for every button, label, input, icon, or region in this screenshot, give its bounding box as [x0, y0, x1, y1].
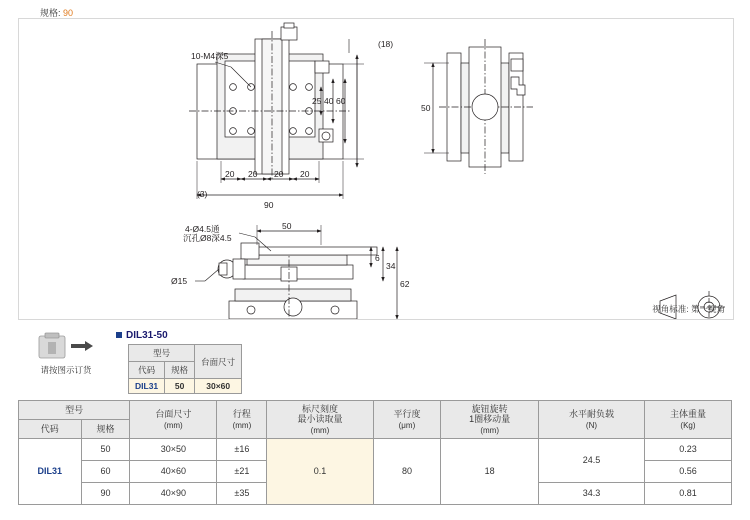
technical-drawing-panel [18, 18, 734, 320]
dim-6-label: 6 [375, 253, 380, 263]
th-weight [644, 401, 731, 439]
cell-stroke: ±35 [217, 483, 267, 505]
th-scale-unit: (mm) [310, 425, 330, 435]
front-dim-50-label: 50 [282, 221, 292, 231]
th-scale-text2: 最小读取量 [297, 414, 343, 425]
order-header-spec: 规格 [165, 362, 195, 379]
th-knob-text2: 1圈移动量 [469, 414, 511, 425]
dim-20-c-label: 20 [274, 169, 284, 179]
order-value-table-size: 30×60 [195, 379, 242, 394]
th-scale-text: 标尺刻度 [301, 403, 338, 414]
order-value-code: DIL31 [129, 379, 165, 394]
th-parallel-unit: (μm) [398, 420, 416, 430]
th-weight-text: 主体重量 [669, 409, 706, 420]
th-stroke-text: 行程 [232, 409, 251, 420]
cell-scale: 0.1 [267, 439, 373, 505]
th-code: 代码 [19, 420, 82, 439]
spec-label-value: 90 [63, 8, 74, 18]
cell-knob: 18 [441, 439, 539, 505]
table-row [19, 439, 732, 461]
th-stroke [217, 401, 267, 439]
dim-25-label: 25 [312, 96, 322, 106]
cell-spec: 60 [81, 461, 130, 483]
th-knob-unit: (mm) [480, 425, 499, 435]
th-load [538, 401, 644, 439]
drawing-svg [19, 19, 733, 319]
cell-table-size: 40×60 [130, 461, 217, 483]
dim-60-label: 60 [336, 96, 346, 106]
cell-load: 24.5 [538, 439, 644, 483]
cell-load: 34.3 [538, 483, 644, 505]
callout-counterbore-label: 沉孔Ø8深4.5 [183, 233, 232, 243]
order-example-section [18, 330, 732, 392]
order-header-model: 型号 [129, 345, 195, 362]
callout-tap-label: 10-M4深5 [191, 51, 229, 61]
order-title-text: DIL31-50 [126, 330, 168, 341]
cell-spec: 90 [81, 483, 130, 505]
cell-code: DIL31 [19, 439, 82, 505]
order-icon-group [24, 332, 108, 376]
dim-d15-label: Ø15 [171, 276, 188, 286]
cell-spec: 50 [81, 439, 130, 461]
cell-stroke: ±21 [217, 461, 267, 483]
dim-20-b-label: 20 [248, 169, 258, 179]
cell-stroke: ±16 [217, 439, 267, 461]
cell-table-size: 30×50 [130, 439, 217, 461]
dim-20-a-label: 20 [225, 169, 235, 179]
th-stroke-unit: (mm) [232, 420, 252, 430]
th-table-size-unit: (mm) [164, 420, 183, 430]
th-weight-unit: (Kg) [680, 420, 696, 430]
product-photo-icon [37, 332, 95, 360]
dim-62-label: 62 [400, 279, 410, 289]
callout-hole-label: 4-Ø4.5通 [185, 224, 220, 234]
th-model: 型号 [19, 401, 130, 420]
cell-weight: 0.81 [644, 483, 731, 505]
dim-20-d-label: 20 [300, 169, 310, 179]
order-caption: 请按图示订货 [40, 365, 92, 375]
projection-note: 视角标准: 第一视角 [652, 304, 725, 314]
dim-3-label: (3) [197, 189, 208, 199]
dim-90-label: 90 [264, 200, 274, 210]
cell-weight: 0.23 [644, 439, 731, 461]
dim-18-label: (18) [378, 39, 394, 49]
order-value-spec: 50 [165, 379, 195, 394]
th-knob-text: 旋钮旋转 [471, 403, 508, 414]
order-title-marker [116, 332, 122, 338]
th-table-size [130, 401, 217, 439]
th-load-text: 水平耐负载 [568, 409, 614, 420]
th-load-unit: (N) [585, 420, 598, 430]
th-scale [267, 401, 373, 439]
dim-34-label: 34 [386, 261, 396, 271]
order-header-code: 代码 [129, 362, 165, 379]
th-table-size-text: 台面尺寸 [155, 409, 192, 420]
order-table [128, 344, 242, 394]
specification-table [18, 400, 732, 505]
spec-label-prefix: 规格: [40, 8, 61, 18]
dim-40-label: 40 [324, 96, 334, 106]
cell-table-size: 40×90 [130, 483, 217, 505]
th-parallel [373, 401, 441, 439]
side-dim-50-label: 50 [421, 103, 431, 113]
order-header-table-size: 台面尺寸 [195, 345, 242, 379]
th-parallel-text: 平行度 [393, 409, 421, 420]
th-knob [441, 401, 539, 439]
cell-weight: 0.56 [644, 461, 731, 483]
order-title [116, 330, 168, 341]
th-spec: 规格 [81, 420, 130, 439]
cell-parallel: 80 [373, 439, 441, 505]
